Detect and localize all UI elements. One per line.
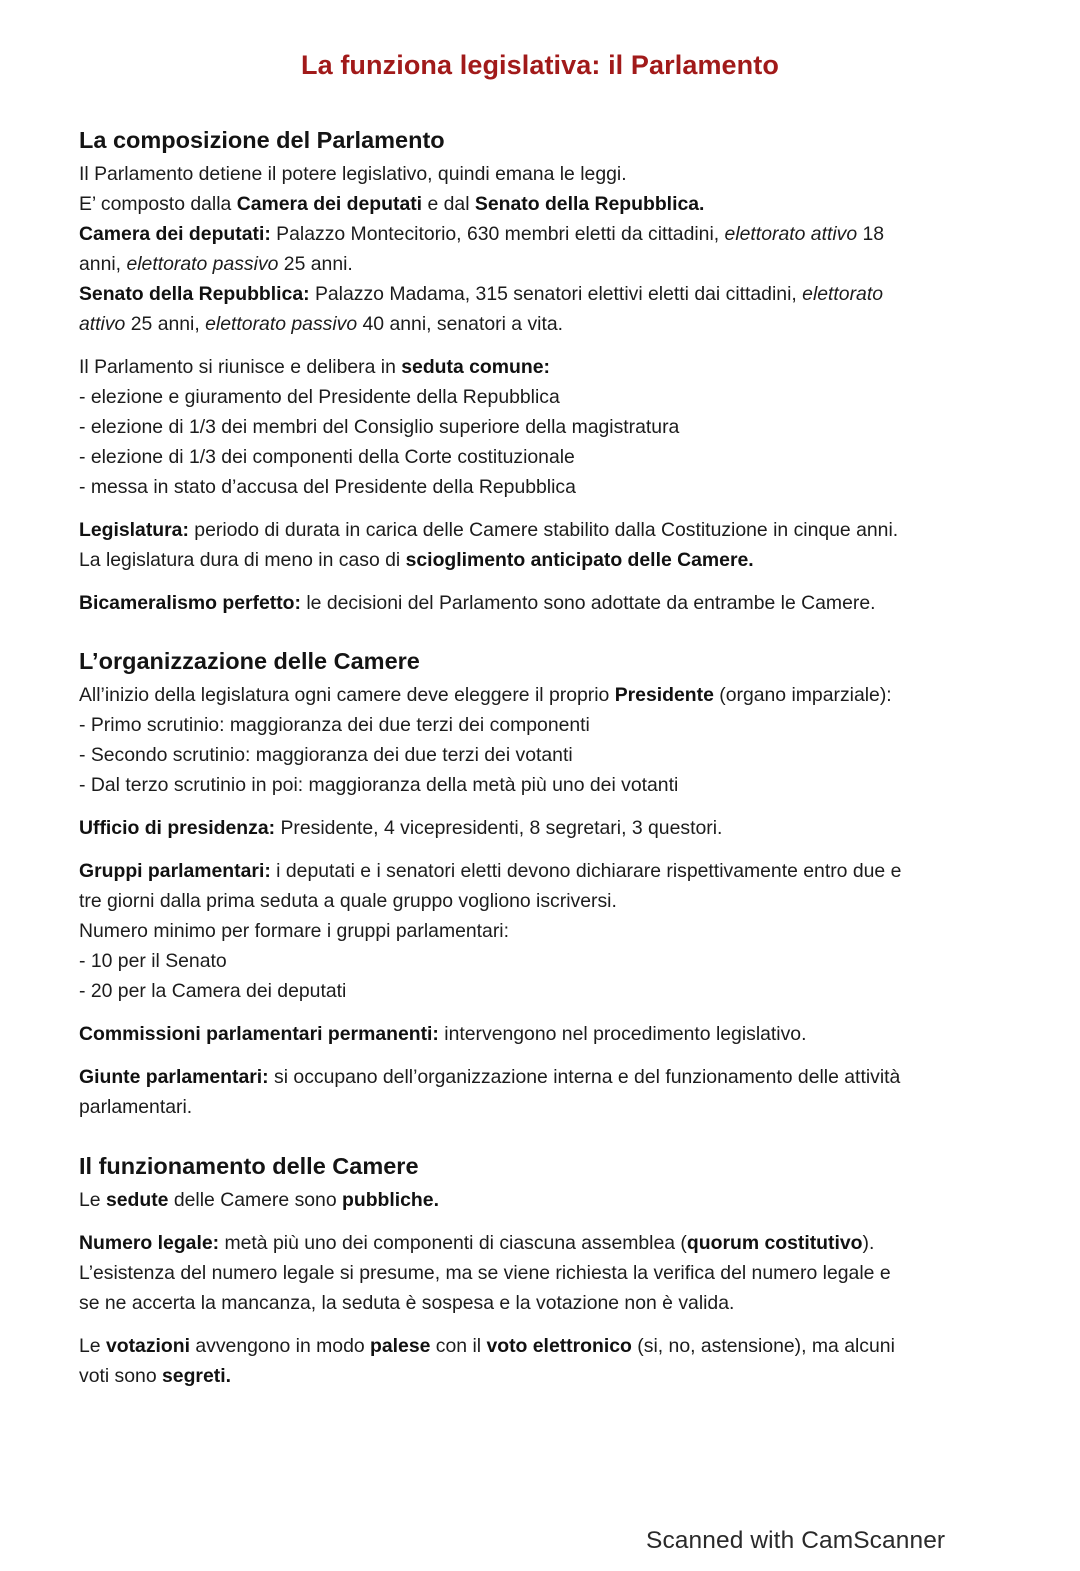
bold-term: Senato della Repubblica. <box>474 193 705 215</box>
text-run: avvengono in modo <box>190 1335 371 1357</box>
text-line <box>79 710 999 740</box>
text-line <box>79 189 999 219</box>
text-line <box>79 680 999 710</box>
text-line <box>79 886 999 916</box>
bold-term: Senato della Repubblica: <box>79 283 310 305</box>
text-run: parlamentari. <box>79 1096 193 1118</box>
paragraph <box>79 515 999 575</box>
text-run: voti sono <box>79 1365 162 1387</box>
text-run: ). <box>862 1232 875 1254</box>
text-line <box>79 1062 999 1092</box>
bold-term: scioglimento anticipato delle Camere. <box>405 549 754 571</box>
text-line <box>79 856 999 886</box>
paragraph <box>79 813 999 843</box>
text-run: - Dal terzo scrutinio in poi: maggioranza della metà più uno dei votanti <box>79 774 679 796</box>
paragraph-gap <box>79 1006 999 1019</box>
text-run: metà più uno dei componenti di ciascuna assemblea ( <box>219 1232 687 1254</box>
text-run: 25 anni. <box>278 253 353 275</box>
text-run: (si, no, astensione), ma alcuni <box>631 1335 895 1357</box>
bold-term: voto elettronico <box>486 1335 632 1357</box>
paragraph-gap <box>79 800 999 813</box>
italic-term: elettorato <box>802 283 884 305</box>
text-run: intervengono nel procedimento legislativo. <box>438 1023 807 1045</box>
text-run: L’esistenza del numero legale si presume, ma se viene richiesta la verifica del numero legale e <box>79 1262 891 1284</box>
text-run: - elezione di 1/3 dei membri del Consiglio superiore della magistratura <box>79 416 680 438</box>
text-run: - Secondo scrutinio: maggioranza dei due terzi dei votanti <box>79 744 573 766</box>
bold-term: Camera dei deputati: <box>79 223 271 245</box>
text-line <box>79 976 999 1006</box>
text-line <box>79 219 999 249</box>
paragraph-gap <box>79 502 999 515</box>
text-line <box>79 740 999 770</box>
paragraph-gap <box>79 575 999 588</box>
paragraph-gap <box>79 339 999 352</box>
text-line <box>79 588 999 618</box>
text-run: - elezione e giuramento del Presidente della Repubblica <box>79 386 560 408</box>
text-run: Le <box>79 1189 106 1211</box>
text-line <box>79 352 999 382</box>
text-run: Numero minimo per formare i gruppi parlamentari: <box>79 920 509 942</box>
text-run: 40 anni, senatori a vita. <box>357 313 564 335</box>
text-run: La legislatura dura di meno in caso di <box>79 549 406 571</box>
document-title: La funziona legislativa: il Parlamento <box>301 50 779 80</box>
bold-term: Commissioni parlamentari permanenti: <box>79 1023 439 1045</box>
section-heading: L’organizzazione delle Camere <box>79 648 420 674</box>
paragraph <box>79 352 999 502</box>
bold-term: pubbliche. <box>342 1189 439 1211</box>
text-line <box>79 1092 999 1122</box>
text-run: - 10 per il Senato <box>79 950 227 972</box>
text-run: 25 anni, <box>125 313 206 335</box>
text-run: - messa in stato d’accusa del Presidente della Repubblica <box>79 476 576 498</box>
text-run: i deputati e i senatori eletti devono dichiarare rispettivamente entro due e <box>270 860 902 882</box>
bold-term: quorum costitutivo <box>686 1232 863 1254</box>
text-run: periodo di durata in carica delle Camere stabilito dalla Costituzione in cinque anni. <box>188 519 899 541</box>
paragraph <box>79 680 999 800</box>
italic-term: elettorato passivo <box>126 253 279 275</box>
text-run: anni, <box>79 253 127 275</box>
text-run: con il <box>430 1335 487 1357</box>
text-line <box>79 813 999 843</box>
text-line <box>79 515 999 545</box>
text-line <box>79 1258 999 1288</box>
paragraph <box>79 1019 999 1049</box>
bold-term: Giunte parlamentari: <box>79 1066 269 1088</box>
text-run: (organo imparziale): <box>713 684 892 706</box>
paragraph <box>79 588 999 618</box>
text-run: Le <box>79 1335 106 1357</box>
paragraph-gap <box>79 1215 999 1228</box>
italic-term: attivo <box>79 313 126 335</box>
text-run: Palazzo Montecitorio, 630 membri eletti da cittadini, <box>270 223 725 245</box>
italic-term: elettorato passivo <box>205 313 358 335</box>
paragraph-gap <box>79 1318 999 1331</box>
text-run: 18 <box>857 223 885 245</box>
text-line <box>79 472 999 502</box>
section-organizzazione <box>79 646 999 1122</box>
bold-term: Gruppi parlamentari: <box>79 860 271 882</box>
section-heading: La composizione del Parlamento <box>79 127 445 153</box>
text-line <box>79 916 999 946</box>
paragraph <box>79 1228 999 1318</box>
section-funzionamento <box>79 1151 999 1391</box>
bold-term: Camera dei deputati <box>236 193 423 215</box>
bold-term: Numero legale: <box>79 1232 220 1254</box>
text-line <box>79 1019 999 1049</box>
text-line <box>79 1185 999 1215</box>
paragraph <box>79 159 999 339</box>
bold-term: Bicameralismo perfetto: <box>79 592 301 614</box>
bold-term: Legislatura: <box>79 519 189 541</box>
text-run: e dal <box>422 193 475 215</box>
text-run: All’inizio della legislatura ogni camere deve eleggere il proprio <box>79 684 615 706</box>
paragraph-gap <box>79 843 999 856</box>
text-line <box>79 1331 999 1361</box>
text-line <box>79 545 999 575</box>
bold-term: palese <box>370 1335 431 1357</box>
text-run: Palazzo Madama, 315 senatori elettivi eletti dai cittadini, <box>309 283 803 305</box>
text-run: Presidente, 4 vicepresidenti, 8 segretari, 3 questori. <box>275 817 723 839</box>
bold-term: seduta comune: <box>401 356 550 378</box>
text-line <box>79 279 999 309</box>
text-run: E’ composto dalla <box>79 193 237 215</box>
paragraph-gap <box>79 1049 999 1062</box>
text-run: Il Parlamento si riunisce e delibera in <box>79 356 402 378</box>
bold-term: segreti. <box>162 1365 231 1387</box>
bold-term: Ufficio di presidenza: <box>79 817 276 839</box>
scanner-watermark: Scanned with CamScanner <box>646 1527 946 1554</box>
text-run: se ne accerta la mancanza, la seduta è sospesa e la votazione non è valida. <box>79 1292 735 1314</box>
text-run: si occupano dell’organizzazione interna e del funzionamento delle attività <box>268 1066 901 1088</box>
text-run: tre giorni dalla prima seduta a quale gruppo vogliono iscriversi. <box>79 890 617 912</box>
text-line <box>79 946 999 976</box>
bold-term: sedute <box>105 1189 169 1211</box>
text-line <box>79 1288 999 1318</box>
section-heading: Il funzionamento delle Camere <box>79 1153 419 1179</box>
text-run: le decisioni del Parlamento sono adottate da entrambe le Camere. <box>300 592 876 614</box>
text-run: - elezione di 1/3 dei componenti della Corte costituzionale <box>79 446 575 468</box>
paragraph <box>79 856 999 1006</box>
bold-term: votazioni <box>105 1335 190 1357</box>
text-line <box>79 1361 999 1391</box>
text-run: delle Camere sono <box>168 1189 342 1211</box>
section-composizione <box>79 125 999 618</box>
text-run: Il Parlamento detiene il potere legislativo, quindi emana le leggi. <box>79 163 627 185</box>
text-line <box>79 159 999 189</box>
paragraph <box>79 1331 999 1391</box>
text-line <box>79 442 999 472</box>
text-line <box>79 382 999 412</box>
text-run: - Primo scrutinio: maggioranza dei due terzi dei componenti <box>79 714 590 736</box>
bold-term: Presidente <box>614 684 714 706</box>
text-line <box>79 412 999 442</box>
paragraph <box>79 1185 999 1215</box>
text-line <box>79 249 999 279</box>
text-line <box>79 309 999 339</box>
paragraph <box>79 1062 999 1122</box>
italic-term: elettorato attivo <box>724 223 858 245</box>
text-run: - 20 per la Camera dei deputati <box>79 980 347 1002</box>
text-line <box>79 1228 999 1258</box>
text-line <box>79 770 999 800</box>
